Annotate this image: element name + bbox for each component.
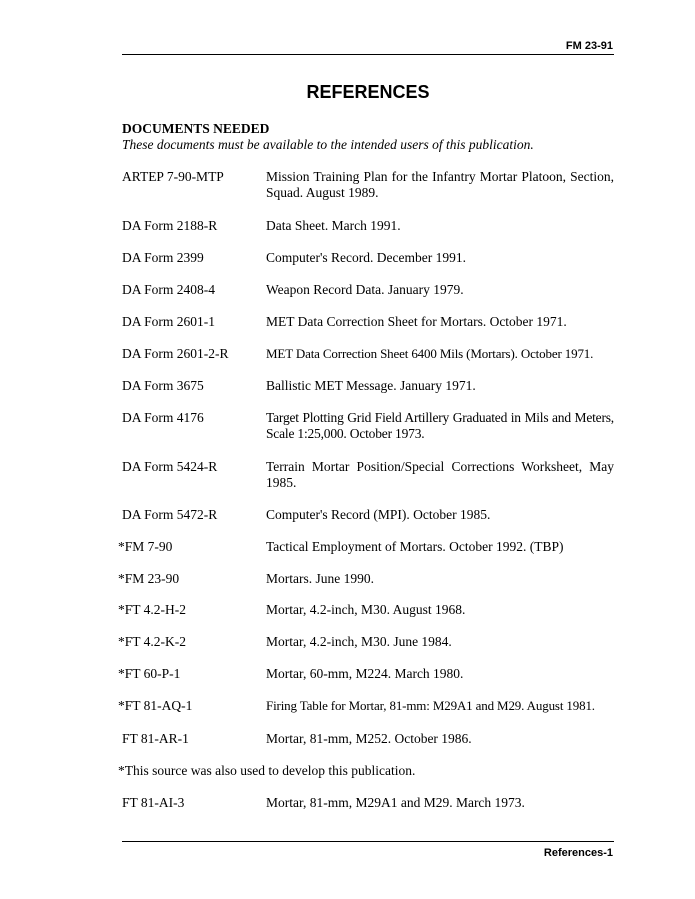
reference-code: *FT 81-AQ-1 [118,698,193,713]
reference-description: Firing Table for Mortar, 81-mm: M29A1 and M29. August 1981. [266,698,595,713]
reference-code: DA Form 2399 [122,250,204,265]
header-rule [122,54,614,55]
reference-code: DA Form 3675 [122,378,204,393]
reference-description: Mortar, 4.2-inch, M30. June 1984. [266,634,452,649]
reference-description: Tactical Employment of Mortars. October 1992. (TBP) [266,539,564,554]
reference-description: Computer's Record (MPI). October 1985. [266,507,491,522]
reference-description: MET Data Correction Sheet 6400 Mils (Mortars). October 1971. [266,346,594,361]
source-note: *This source was also used to develop this publication. [118,763,416,778]
reference-code: *FT 4.2-H-2 [118,602,187,617]
reference-code: DA Form 2601-2-R [122,346,229,361]
reference-code: *FT 60-P-1 [118,666,181,681]
reference-code: DA Form 2408-4 [122,282,216,297]
reference-code: FT 81-AI-3 [122,795,185,810]
reference-code: DA Form 5472-R [122,507,218,522]
reference-description: Ballistic MET Message. January 1971. [266,378,476,393]
manual-id: FM 23-91 [565,40,613,52]
page-label: References-1 [543,847,613,859]
reference-description: Mortar, 81-mm, M252. October 1986. [266,731,472,746]
reference-description: Mortar, 4.2-inch, M30. August 1968. [266,602,466,617]
reference-code: DA Form 4176 [122,410,204,425]
reference-description: Computer's Record. December 1991. [266,250,467,265]
reference-code: *FM 23-90 [118,571,180,586]
footer-rule [122,841,614,842]
page-title: REFERENCES [306,82,430,102]
reference-description: Target Plotting Grid Field Artillery Graduated in Mils and Meters, Scale 1:25,000. October 1973. [266,410,614,441]
reference-description: Mission Training Plan for the Infantry Mortar Platoon, Section, Squad. August 1989. [266,169,614,200]
reference-description: Mortar, 60-mm, M224. March 1980. [266,666,464,681]
section-subtitle: These documents must be available to the intended users of this publication. [122,137,534,152]
section-heading: DOCUMENTS NEEDED [122,121,270,136]
reference-code: *FT 4.2-K-2 [118,634,187,649]
reference-description: Data Sheet. March 1991. [266,218,401,233]
reference-code: DA Form 5424-R [122,459,218,474]
reference-description: MET Data Correction Sheet for Mortars. October 1971. [266,314,567,329]
reference-code: FT 81-AR-1 [122,731,189,746]
reference-description: Mortars. June 1990. [266,571,374,586]
reference-code: ARTEP 7-90-MTP [122,169,224,184]
reference-description: Mortar, 81-mm, M29A1 and M29. March 1973. [266,795,525,810]
reference-code: DA Form 2188-R [122,218,218,233]
reference-description: Terrain Mortar Position/Special Corrections Worksheet, May 1985. [266,459,614,490]
reference-code: DA Form 2601-1 [122,314,216,329]
reference-description: Weapon Record Data. January 1979. [266,282,464,297]
reference-code: *FM 7-90 [118,539,173,554]
